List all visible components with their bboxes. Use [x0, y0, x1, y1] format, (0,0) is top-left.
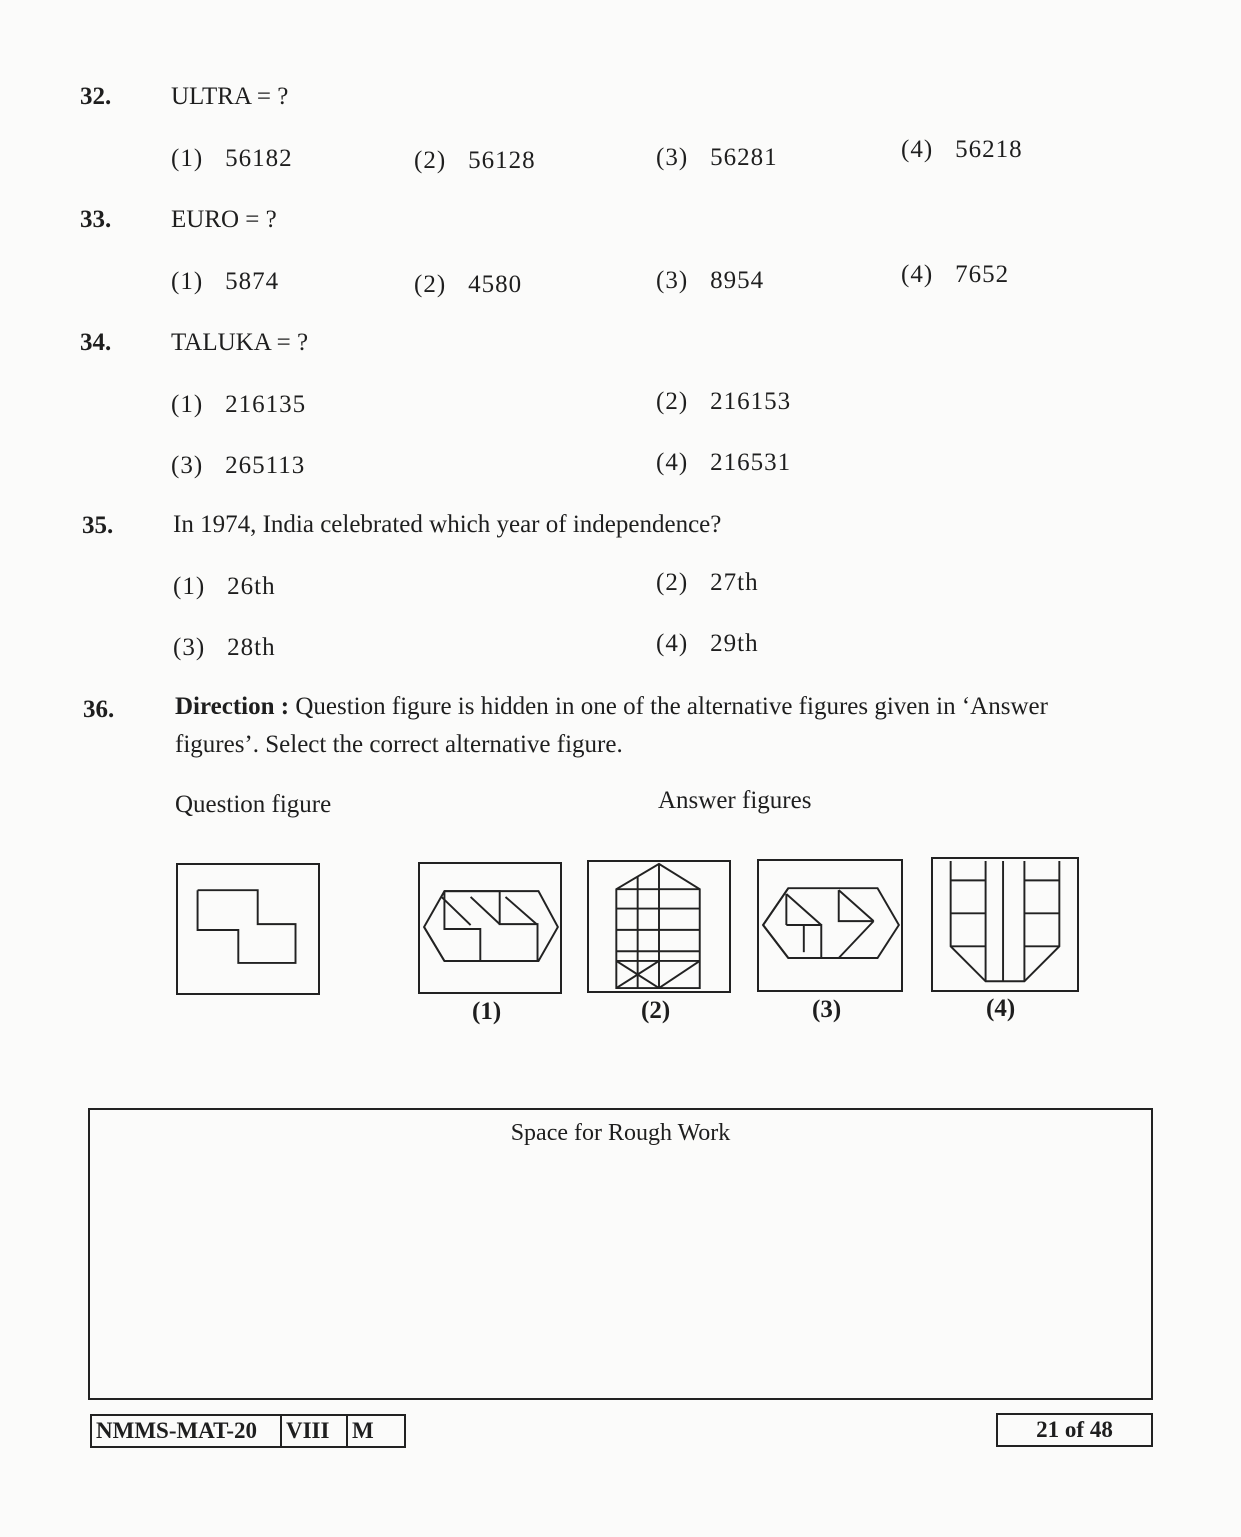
question-34-text: TALUKA = ? [171, 329, 309, 356]
question-figure-label: Question figure [175, 791, 332, 818]
option-value: 7652 [955, 261, 1010, 288]
option-number: (1) [171, 145, 204, 172]
answer-figures-label: Answer figures [658, 787, 812, 814]
q35-option-4[interactable] [656, 630, 759, 658]
option-number: (3) [173, 634, 206, 661]
question-33-text: EURO = ? [171, 206, 277, 233]
answer-figure-2[interactable] [587, 860, 731, 993]
direction-label: Direction : [175, 693, 290, 720]
option-number: (3) [171, 452, 204, 479]
option-number: (4) [656, 449, 689, 476]
option-value: 265113 [225, 452, 306, 479]
direction-text: Question figure is hidden in one of the alternative figures given in ‘Answer [295, 693, 1048, 720]
option-number: (2) [656, 569, 689, 596]
option-number: (1) [171, 268, 204, 295]
page-number: 21 of 48 [996, 1413, 1153, 1447]
paper-code-box [90, 1414, 406, 1448]
option-number: (2) [656, 388, 689, 415]
question-36-direction-line2: figures’. Select the correct alternative figure. [175, 731, 623, 758]
option-value: 8954 [710, 267, 765, 294]
option-value: 56218 [955, 136, 1023, 163]
answer-figure-3-label: (3) [812, 996, 842, 1023]
option-value: 27th [710, 569, 759, 596]
answer-figure-4-label: (4) [986, 995, 1016, 1022]
option-value: 216135 [225, 391, 307, 418]
option-value: 216153 [710, 388, 792, 415]
question-figure [176, 863, 320, 995]
question-34-number: 34. [80, 329, 112, 356]
option-value: 56182 [225, 145, 293, 172]
question-35-text: In 1974, India celebrated which year of independence? [173, 511, 722, 538]
q34-option-3[interactable] [171, 452, 305, 480]
option-number: (4) [656, 630, 689, 657]
answer-figure-1-label: (1) [472, 998, 502, 1025]
option-number: (4) [901, 136, 934, 163]
question-35-number: 35. [82, 512, 114, 539]
option-number: (4) [901, 261, 934, 288]
question-36-direction-line1 [175, 693, 1048, 721]
option-value: 5874 [225, 268, 280, 295]
q32-option-4[interactable] [901, 136, 1023, 164]
q35-option-3[interactable] [173, 634, 276, 662]
q35-option-2[interactable] [656, 569, 759, 597]
answer-figure-4-shape [933, 859, 1077, 990]
paper-code: NMMS-MAT-20 [96, 1418, 257, 1443]
answer-figure-4[interactable] [931, 857, 1079, 992]
option-number: (1) [173, 573, 206, 600]
medium-code: M [346, 1416, 410, 1446]
q35-option-1[interactable] [173, 573, 276, 601]
answer-figure-3-shape [759, 861, 901, 990]
q33-option-2[interactable] [414, 271, 522, 299]
answer-figure-1[interactable] [418, 862, 562, 994]
rough-work-title: Space for Rough Work [510, 1120, 731, 1146]
option-number: (1) [171, 391, 204, 418]
question-33-number: 33. [80, 206, 112, 233]
answer-figure-2-shape [589, 862, 729, 991]
option-value: 56281 [710, 144, 778, 171]
option-value: 216531 [710, 449, 792, 476]
option-value: 4580 [468, 271, 523, 298]
q32-option-1[interactable] [171, 145, 293, 173]
option-value: 56128 [468, 147, 536, 174]
answer-figure-3[interactable] [757, 859, 903, 992]
rough-work-area[interactable] [88, 1108, 1153, 1400]
answer-figure-1-shape [420, 864, 560, 992]
q32-option-3[interactable] [656, 144, 778, 172]
option-number: (3) [656, 144, 689, 171]
q34-option-1[interactable] [171, 391, 306, 419]
question-figure-shape [178, 865, 318, 993]
question-32-text: ULTRA = ? [171, 83, 289, 110]
question-32-number: 32. [80, 83, 112, 110]
option-number: (2) [414, 271, 447, 298]
question-36-number: 36. [83, 696, 115, 723]
option-value: 28th [227, 634, 276, 661]
q34-option-2[interactable] [656, 388, 791, 416]
option-number: (2) [414, 147, 447, 174]
q34-option-4[interactable] [656, 449, 791, 477]
q33-option-1[interactable] [171, 268, 279, 296]
option-number: (3) [656, 267, 689, 294]
q33-option-3[interactable] [656, 267, 764, 295]
option-value: 26th [227, 573, 276, 600]
option-value: 29th [710, 630, 759, 657]
class-code: VIII [280, 1416, 348, 1446]
q33-option-4[interactable] [901, 261, 1009, 289]
answer-figure-2-label: (2) [641, 997, 671, 1024]
q32-option-2[interactable] [414, 147, 536, 175]
